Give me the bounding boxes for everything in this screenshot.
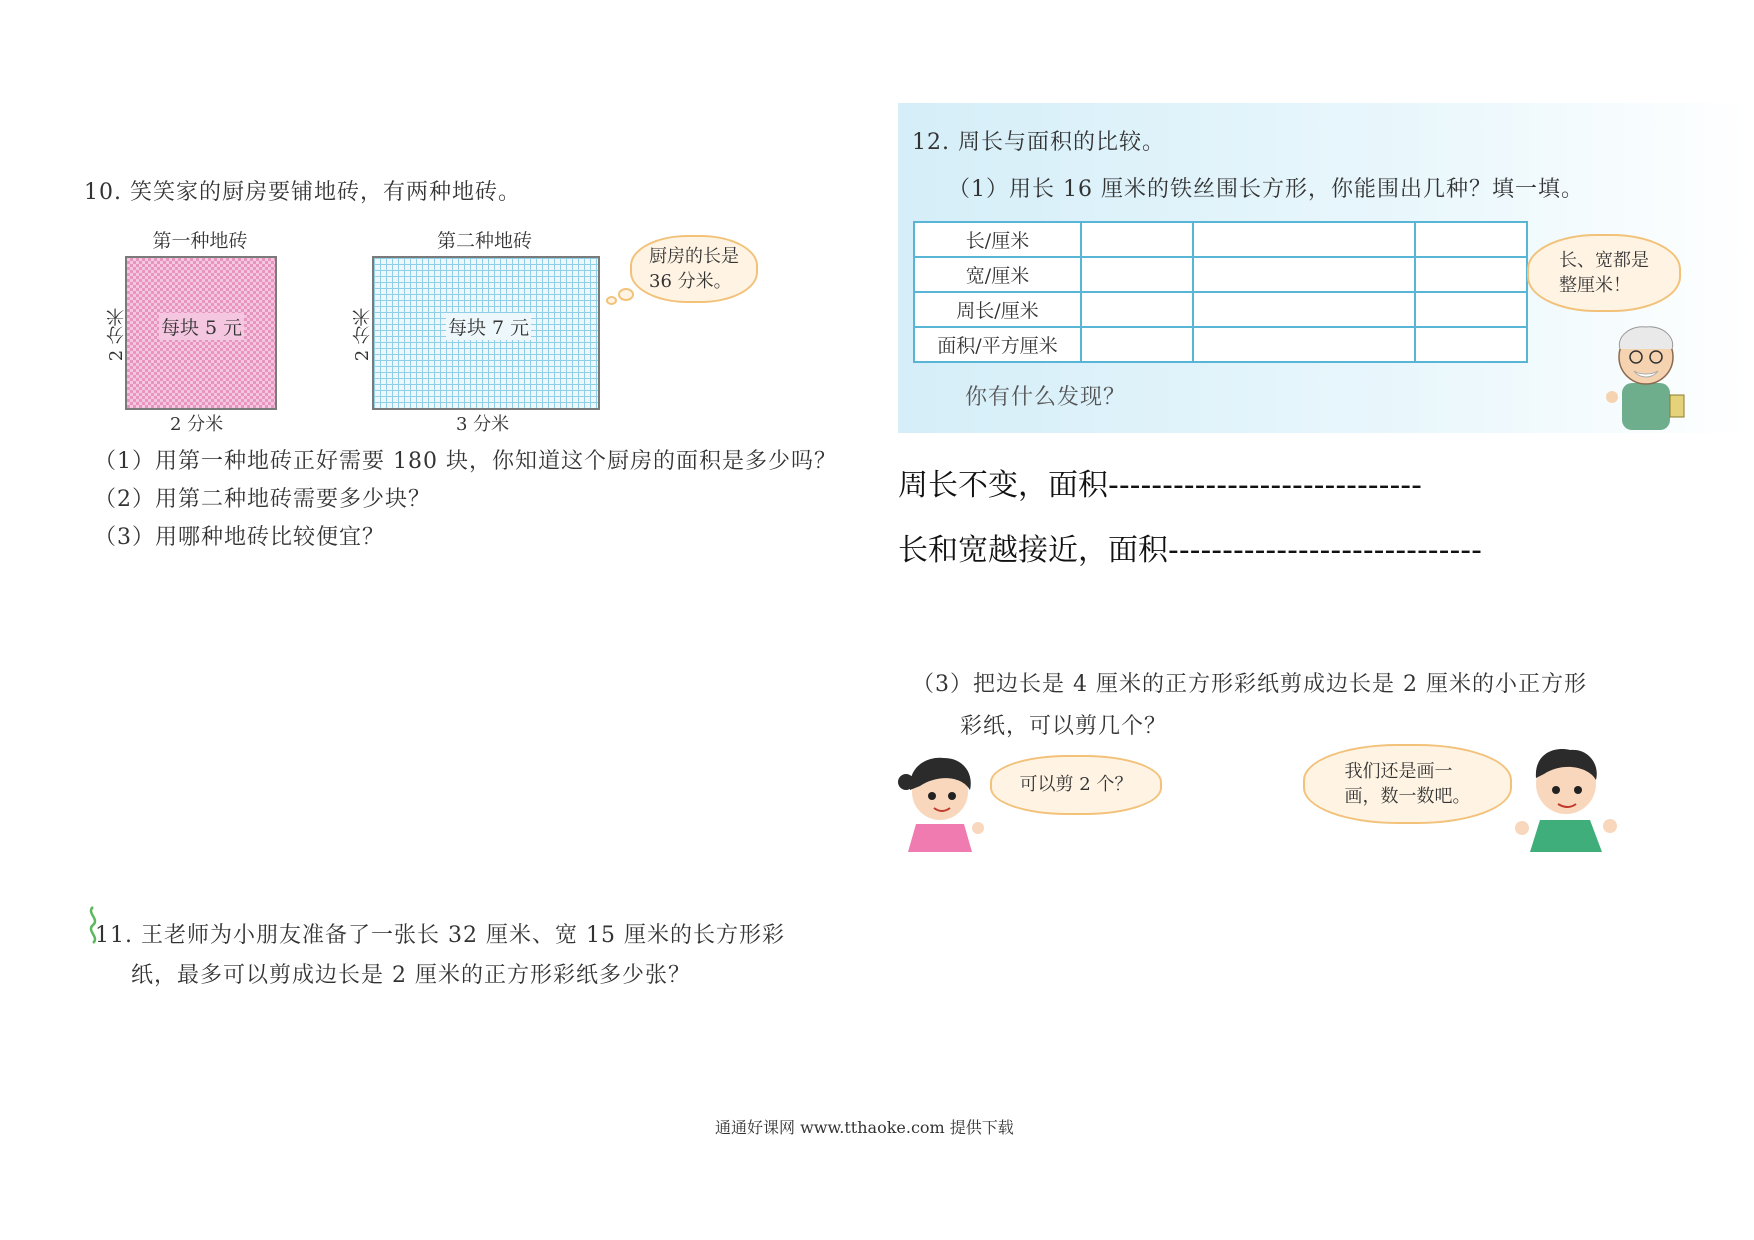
rectangle-fill-table (913, 221, 1528, 363)
old-man-character-icon (1600, 315, 1692, 430)
table-row-header: 面积/平方厘米 (914, 327, 1081, 362)
table-row (914, 257, 1527, 292)
tile1-square (125, 256, 277, 410)
table-cell[interactable] (1415, 222, 1527, 257)
tile1-bottom-label: 2 分米 (170, 414, 224, 435)
q10-sub1: （1）用第一种地砖正好需要 180 块，你知道这个厨房的面积是多少吗？ (94, 449, 837, 474)
table-row (914, 327, 1527, 362)
q11-line1: 11. 王老师为小朋友准备了一张长 32 厘米、宽 15 厘米的长方形彩 (95, 923, 785, 948)
table-cell[interactable] (1415, 292, 1527, 327)
girl-speech-bubble: 可以剪 2 个？ (990, 755, 1162, 815)
footer-credit: 通通好课网 www.tthaoke.com 提供下载 (715, 1118, 1014, 1137)
table-row (914, 222, 1527, 257)
q12-discover-prompt: 你有什么发现？ (965, 385, 1127, 410)
q10-hint-bubble: 厨房的长是 36 分米。 (630, 235, 758, 303)
q10-title: 10. 笑笑家的厨房要铺地砖，有两种地砖。 (84, 180, 521, 205)
tile2-caption: 第二种地砖 (436, 230, 532, 252)
q11-line2: 纸，最多可以剪成边长是 2 厘米的正方形彩纸多少张？ (131, 963, 691, 988)
table-row-header: 宽/厘米 (914, 257, 1081, 292)
q12-answer-line-1[interactable]: 周长不变，面积----------------------------- (898, 468, 1422, 503)
table-cell[interactable] (1081, 292, 1193, 327)
q10-sub2: （2）用第二种地砖需要多少块？ (94, 487, 431, 512)
table-cell[interactable] (1081, 257, 1193, 292)
table-cell[interactable] (1193, 327, 1415, 362)
table-cell[interactable] (1415, 327, 1527, 362)
q12-title: 12. 周长与面积的比较。 (912, 130, 1165, 155)
boy-character-icon (1510, 738, 1620, 852)
table-row-header: 周长/厘米 (914, 292, 1081, 327)
table-cell[interactable] (1081, 222, 1193, 257)
girl-character-icon (898, 750, 986, 852)
tile2-bottom-label: 3 分米 (456, 414, 510, 435)
table-cell[interactable] (1193, 222, 1415, 257)
tile1-side-label: 2 分米 (106, 308, 127, 362)
table-cell[interactable] (1415, 257, 1527, 292)
bubble-tail-dot (606, 296, 617, 305)
q12-hint-bubble: 长、宽都是 整厘米！ (1527, 234, 1681, 312)
table-row-header: 长/厘米 (914, 222, 1081, 257)
tile1-caption: 第一种地砖 (152, 230, 248, 252)
boy-speech-bubble: 我们还是画一 画，数一数吧。 (1303, 744, 1512, 824)
tile1-price: 每块 5 元 (159, 313, 244, 340)
q10-sub3: （3）用哪种地砖比较便宜？ (94, 525, 385, 550)
bubble-tail-dot (618, 288, 634, 301)
table-cell[interactable] (1193, 292, 1415, 327)
tile2-rectangle (372, 256, 600, 410)
q12-answer-line-2[interactable]: 长和宽越接近，面积----------------------------- (898, 533, 1482, 568)
tile2-side-label: 2 分米 (352, 308, 373, 362)
tile2-price: 每块 7 元 (446, 313, 531, 340)
table-cell[interactable] (1081, 327, 1193, 362)
q12-sub1: （1）用长 16 厘米的铁丝围长方形，你能围出几种？填一填。 (948, 177, 1584, 202)
table-row (914, 292, 1527, 327)
q12-sub3-line2: 彩纸，可以剪几个？ (960, 714, 1168, 739)
table-cell[interactable] (1193, 257, 1415, 292)
q12-sub3-line1: （3）把边长是 4 厘米的正方形彩纸剪成边长是 2 厘米的小正方形 (912, 672, 1587, 697)
